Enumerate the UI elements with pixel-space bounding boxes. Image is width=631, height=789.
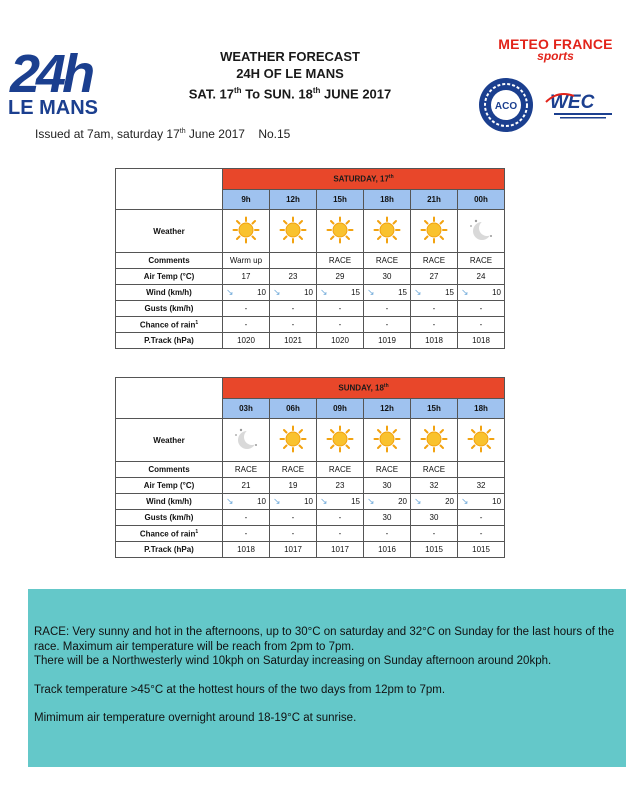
- ptrack-cell: 1018: [458, 333, 505, 349]
- comment-cell: Warm up: [223, 253, 270, 269]
- title-dates: SAT. 17th To SUN. 18th JUNE 2017: [188, 86, 392, 102]
- weather-cell: [364, 419, 411, 462]
- wind-cell: [223, 494, 270, 510]
- weather-cell: [317, 210, 364, 253]
- summary-race: RACE: Very sunny and hot in the afternoons, up to 30°C on saturday and 32°C on Sunday for the last hours of the race. Maximum air temperature will be reach from 2pm to 7pm.: [34, 626, 615, 653]
- air-temp-cell: 23: [270, 269, 317, 285]
- comment-cell: RACE: [458, 253, 505, 269]
- sun-icon: [279, 425, 307, 453]
- logo-24h-text: 24h: [10, 44, 92, 104]
- rain-cell: -: [270, 317, 317, 333]
- row-label-comments: Comments: [116, 253, 223, 269]
- comment-cell: RACE: [317, 253, 364, 269]
- issued-line: Issued at 7am, saturday 17th June 2017 No.15: [35, 127, 291, 141]
- logo-le-mans-text: LE MANS: [8, 97, 98, 118]
- gusts-cell: -: [458, 510, 505, 526]
- wind-direction-icon: ↘: [414, 287, 422, 297]
- weather-cell: [458, 210, 505, 253]
- hour-header: 12h: [270, 190, 317, 210]
- row-label-ptrack: P.Track (hPa): [116, 542, 223, 558]
- comment-cell: RACE: [317, 462, 364, 478]
- weather-cell: [458, 419, 505, 462]
- hour-header: 03h: [223, 399, 270, 419]
- row-label-ptrack: P.Track (hPa): [116, 333, 223, 349]
- gusts-cell: -: [223, 510, 270, 526]
- sun-icon: [232, 216, 260, 244]
- air-temp-cell: 30: [364, 269, 411, 285]
- row-label-wind: Wind (km/h): [116, 285, 223, 301]
- weather-cell: [317, 419, 364, 462]
- rain-cell: -: [364, 526, 411, 542]
- rain-cell: -: [411, 317, 458, 333]
- wind-direction-icon: ↘: [367, 496, 375, 506]
- wind-direction-icon: ↘: [367, 287, 375, 297]
- ptrack-cell: 1016: [364, 542, 411, 558]
- moon-icon: [467, 216, 495, 244]
- wind-cell: [270, 285, 317, 301]
- row-label-weather: Weather: [116, 419, 223, 462]
- ptrack-cell: 1017: [270, 542, 317, 558]
- row-label-weather: Weather: [116, 210, 223, 253]
- comment-cell: RACE: [364, 253, 411, 269]
- aco-text: ACO: [494, 101, 518, 112]
- rain-cell: -: [411, 526, 458, 542]
- rain-cell: -: [223, 526, 270, 542]
- hour-header: 06h: [270, 399, 317, 419]
- sun-icon: [326, 216, 354, 244]
- air-temp-cell: 32: [458, 478, 505, 494]
- comment-cell: RACE: [270, 462, 317, 478]
- rain-cell: -: [458, 317, 505, 333]
- ptrack-cell: 1018: [223, 542, 270, 558]
- hour-header: 15h: [411, 399, 458, 419]
- air-temp-cell: 24: [458, 269, 505, 285]
- wec-logo: [540, 88, 624, 122]
- wind-cell: [317, 285, 364, 301]
- wind-direction-icon: ↘: [461, 496, 469, 506]
- gusts-cell: -: [364, 301, 411, 317]
- forecast-summary-box: [28, 589, 626, 767]
- summary-wind: There will be a Northwesterly wind 10kph on Saturday increasing on Sunday afternoon around 20kph.: [34, 655, 552, 667]
- rain-cell: -: [317, 317, 364, 333]
- day-header-saturday: SATURDAY, 17th: [223, 169, 505, 190]
- wind-speed-value: 10: [492, 497, 502, 506]
- wind-cell: [364, 494, 411, 510]
- ptrack-cell: 1017: [317, 542, 364, 558]
- wind-speed-value: 15: [398, 288, 407, 297]
- rain-cell: -: [364, 317, 411, 333]
- wind-cell: [458, 494, 505, 510]
- air-temp-cell: 29: [317, 269, 364, 285]
- comment-cell: RACE: [364, 462, 411, 478]
- wind-speed-value: 10: [492, 288, 501, 297]
- wind-speed-value: 15: [351, 497, 360, 506]
- hour-header: 12h: [364, 399, 411, 419]
- ptrack-cell: 1015: [411, 542, 458, 558]
- row-label-gusts: Gusts (km/h): [116, 301, 223, 317]
- weather-cell: [270, 210, 317, 253]
- weather-cell: [364, 210, 411, 253]
- wind-cell: [317, 494, 364, 510]
- meteo-france-text: METEO FRANCE: [498, 36, 613, 52]
- air-temp-cell: 30: [364, 478, 411, 494]
- hour-header: 15h: [317, 190, 364, 210]
- sun-icon: [420, 425, 448, 453]
- wind-speed-value: 10: [304, 497, 313, 506]
- comment-cell: [458, 462, 505, 478]
- gusts-cell: -: [317, 510, 364, 526]
- hour-header: 18h: [458, 399, 505, 419]
- wind-cell: [411, 285, 458, 301]
- wind-direction-icon: ↘: [226, 496, 234, 506]
- comment-cell: RACE: [411, 253, 458, 269]
- rain-cell: -: [270, 526, 317, 542]
- wind-direction-icon: ↘: [273, 496, 281, 506]
- issue-number: No.15: [258, 127, 291, 141]
- wind-cell: [364, 285, 411, 301]
- wind-speed-value: 10: [257, 497, 266, 506]
- air-temp-cell: 21: [223, 478, 270, 494]
- weather-cell: [411, 210, 458, 253]
- weather-cell: [411, 419, 458, 462]
- sun-icon: [467, 425, 495, 453]
- air-temp-cell: 32: [411, 478, 458, 494]
- sunday-forecast-table: [115, 377, 505, 558]
- wind-speed-value: 20: [445, 497, 454, 506]
- gusts-cell: -: [458, 301, 505, 317]
- gusts-cell: 30: [364, 510, 411, 526]
- comment-cell: [270, 253, 317, 269]
- wind-speed-value: 10: [304, 288, 313, 297]
- hour-header: 21h: [411, 190, 458, 210]
- row-label-air-temp: Air Temp (°C): [116, 478, 223, 494]
- comment-cell: RACE: [223, 462, 270, 478]
- wind-cell: [270, 494, 317, 510]
- wind-direction-icon: ↘: [414, 496, 422, 506]
- sun-icon: [326, 425, 354, 453]
- ptrack-cell: 1020: [317, 333, 364, 349]
- gusts-cell: -: [223, 301, 270, 317]
- saturday-forecast-table: [115, 168, 505, 349]
- air-temp-cell: 17: [223, 269, 270, 285]
- wind-speed-value: 10: [257, 288, 266, 297]
- air-temp-cell: 27: [411, 269, 458, 285]
- table-corner: [116, 378, 223, 419]
- gusts-cell: -: [411, 301, 458, 317]
- wind-direction-icon: ↘: [320, 496, 328, 506]
- gusts-cell: -: [270, 301, 317, 317]
- table-corner: [116, 169, 223, 210]
- wec-text: WEC: [550, 92, 595, 113]
- summary-min-temp: Mimimum air temperature overnight around 18-19°C at sunrise.: [34, 712, 357, 724]
- wind-direction-icon: ↘: [461, 287, 469, 297]
- aco-logo: [478, 77, 534, 133]
- issued-text: Issued at 7am, saturday 17: [35, 127, 180, 141]
- weather-cell: [223, 210, 270, 253]
- moon-icon: [232, 425, 260, 453]
- meteo-france-logo: [488, 36, 623, 63]
- sun-icon: [373, 216, 401, 244]
- rain-cell: -: [458, 526, 505, 542]
- row-label-comments: Comments: [116, 462, 223, 478]
- hour-header: 9h: [223, 190, 270, 210]
- wind-speed-value: 20: [398, 497, 407, 506]
- row-label-air-temp: Air Temp (°C): [116, 269, 223, 285]
- wind-direction-icon: ↘: [320, 287, 328, 297]
- rain-cell: -: [317, 526, 364, 542]
- wind-speed-value: 15: [351, 288, 360, 297]
- weather-cell: [223, 419, 270, 462]
- rain-cell: -: [223, 317, 270, 333]
- le-mans-24h-logo: [6, 40, 110, 118]
- hour-header: 09h: [317, 399, 364, 419]
- ptrack-cell: 1019: [364, 333, 411, 349]
- comment-cell: RACE: [411, 462, 458, 478]
- ptrack-cell: 1020: [223, 333, 270, 349]
- sun-icon: [373, 425, 401, 453]
- wind-direction-icon: ↘: [273, 287, 281, 297]
- wind-cell: [411, 494, 458, 510]
- meteo-sports-text: sports: [537, 49, 574, 63]
- title-line2: 24H OF LE MANS: [236, 66, 344, 81]
- sun-icon: [279, 216, 307, 244]
- ptrack-cell: 1015: [458, 542, 505, 558]
- gusts-cell: -: [270, 510, 317, 526]
- gusts-cell: -: [317, 301, 364, 317]
- day-header-sunday: SUNDAY, 18th: [223, 378, 505, 399]
- air-temp-cell: 19: [270, 478, 317, 494]
- air-temp-cell: 23: [317, 478, 364, 494]
- forecast-title: [165, 48, 415, 102]
- ptrack-cell: 1018: [411, 333, 458, 349]
- row-label-rain: Chance of rain$^1$: [116, 317, 223, 333]
- ptrack-cell: 1021: [270, 333, 317, 349]
- wind-direction-icon: ↘: [226, 287, 234, 297]
- hour-header: 18h: [364, 190, 411, 210]
- title-line1: WEATHER FORECAST: [220, 49, 360, 64]
- hour-header: 00h: [458, 190, 505, 210]
- row-label-gusts: Gusts (km/h): [116, 510, 223, 526]
- wind-cell: [458, 285, 505, 301]
- summary-track-temp: Track temperature >45°C at the hottest hours of the two days from 12pm to 7pm.: [34, 683, 446, 696]
- wind-speed-value: 15: [445, 288, 454, 297]
- row-label-rain: Chance of rain$^1$: [116, 526, 223, 542]
- weather-cell: [270, 419, 317, 462]
- row-label-wind: Wind (km/h): [116, 494, 223, 510]
- wind-cell: [223, 285, 270, 301]
- sun-icon: [420, 216, 448, 244]
- gusts-cell: 30: [411, 510, 458, 526]
